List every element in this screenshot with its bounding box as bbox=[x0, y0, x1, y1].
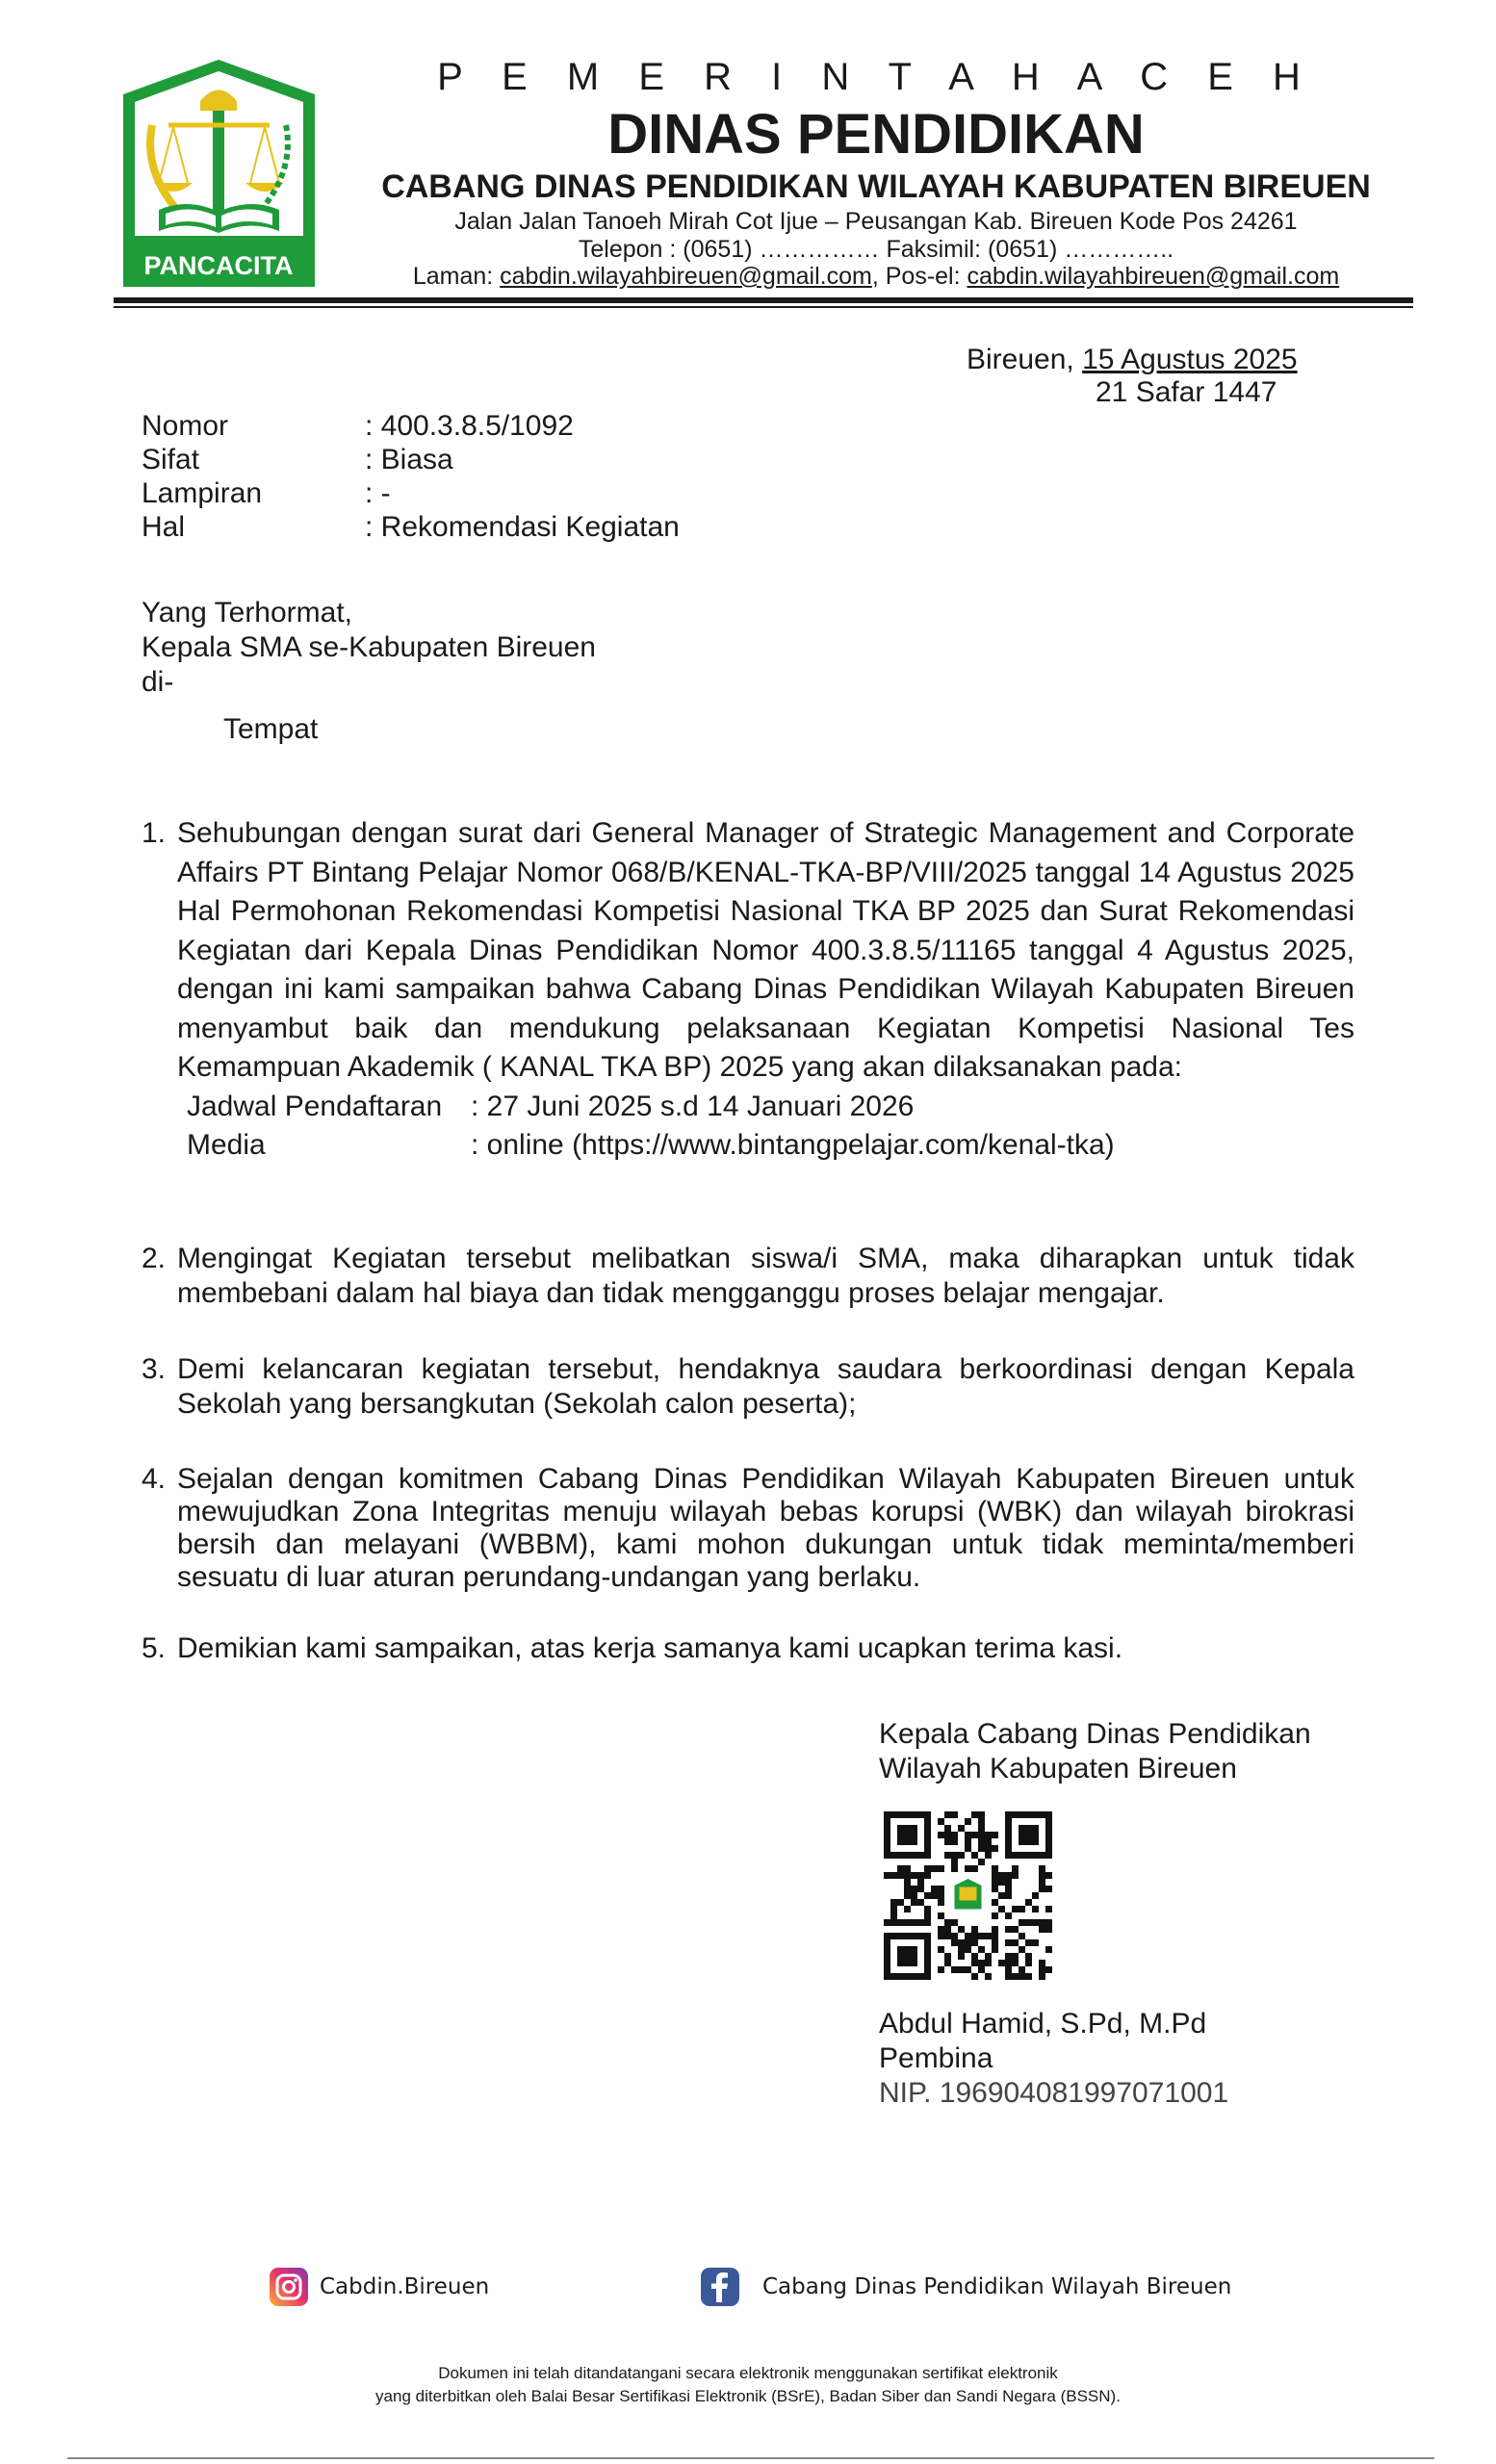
schedule-row-registration bbox=[187, 1088, 1354, 1126]
point-2 bbox=[142, 1242, 1354, 1311]
facebook-account[interactable] bbox=[701, 2268, 1231, 2306]
meta-key: Lampiran bbox=[142, 477, 263, 509]
contact-line bbox=[327, 263, 1425, 291]
mail-label: , Pos-el: bbox=[871, 263, 967, 290]
point-number: 1. bbox=[142, 817, 167, 849]
instagram-account[interactable] bbox=[270, 2268, 489, 2306]
meta-row-hal bbox=[142, 510, 680, 544]
point-1 bbox=[142, 814, 1354, 1165]
meta-row-nomor bbox=[142, 409, 680, 443]
point-number: 5. bbox=[142, 1632, 167, 1664]
meta-key: Sifat bbox=[142, 444, 200, 475]
signatory-block bbox=[879, 2007, 1228, 2111]
point-number: 4. bbox=[142, 1463, 167, 1495]
phone-fax: Telepon : (0651) …………… Faksimil: (0651) ………….. bbox=[578, 236, 1174, 263]
website-link[interactable]: cabdin.wilayahbireuen@gmail.com bbox=[500, 263, 872, 290]
meta-value: : 400.3.8.5/1092 bbox=[365, 410, 574, 442]
recipient-place: Tempat bbox=[223, 713, 319, 745]
instagram-icon bbox=[270, 2268, 308, 2306]
footer-divider bbox=[67, 2457, 1434, 2459]
signatory-name: Abdul Hamid, S.Pd, M.Pd bbox=[879, 2008, 1207, 2040]
recipient-name: Kepala SMA se-Kabupaten Bireuen bbox=[142, 631, 596, 663]
instagram-handle: Cabdin.Bireuen bbox=[320, 2274, 490, 2299]
recipient-block bbox=[142, 596, 596, 700]
logo-caption: PANCACITA bbox=[143, 251, 294, 280]
salutation: Yang Terhormat, bbox=[142, 597, 353, 629]
date-hijri: 21 Safar 1447 bbox=[1096, 376, 1277, 408]
point-4 bbox=[142, 1463, 1354, 1594]
email-link[interactable]: cabdin.wilayahbireuen@gmail.com bbox=[967, 263, 1340, 290]
header-divider-thick bbox=[114, 297, 1413, 303]
point-text: Demi kelancaran kegiatan tersebut, hendaknya saudara berkoordinasi dengan Kepala Sekolah yang bersangkutan (Sekolah calon peserta); bbox=[177, 1353, 1354, 1420]
letter-date bbox=[967, 343, 1298, 377]
meta-value: : Rekomendasi Kegiatan bbox=[365, 511, 680, 543]
signatory-nip: NIP. 196904081997071001 bbox=[879, 2077, 1229, 2109]
meta-row-sifat bbox=[142, 443, 680, 476]
signatory-rank: Pembina bbox=[879, 2042, 993, 2074]
aceh-government-logo bbox=[116, 58, 322, 289]
meta-value: : - bbox=[365, 477, 391, 509]
point-text: Demikian kami sampaikan, atas kerja samanya kami ucapkan terima kasi. bbox=[177, 1632, 1123, 1664]
e-signature-note-line2: yang diterbitkan oleh Balai Besar Sertifikasi Elektronik (BSrE), Badan Siber dan Sandi Negara (BSSN). bbox=[375, 2387, 1121, 2405]
signatory-title-line2: Wilayah Kabupaten Bireuen bbox=[879, 1753, 1237, 1784]
point-text: Mengingat Kegiatan tersebut melibatkan siswa/i SMA, maka diharapkan untuk tidak membebani dalam hal biaya dan tidak mengganggu proses belajar mengajar. bbox=[177, 1243, 1354, 1309]
date-gregorian: 15 Agustus 2025 bbox=[1082, 344, 1298, 375]
schedule-key: Jadwal Pendaftaran bbox=[187, 1090, 443, 1122]
header-divider-thin bbox=[114, 306, 1413, 308]
facebook-page-name: Cabang Dinas Pendidikan Wilayah Bireuen bbox=[762, 2274, 1232, 2299]
office-address: Jalan Jalan Tanoeh Mirah Cot Ijue – Peusangan Kab. Bireuen Kode Pos 24261 bbox=[454, 208, 1298, 235]
letter-meta bbox=[142, 409, 680, 544]
point-text: Sehubungan dengan surat dari General Manager of Strategic Management and Corporate Affairs PT Bintang Pelajar Nomor 068/B/KENAL-TKA-BP/VIII/2025 tanggal 14 Agustus 2025 Hal Permohonan Rekomendasi Kompetisi Nasional TKA BP 2025 dan Surat Rekomendasi Kegiatan dari Kepala Dinas Pendidikan Nomor 400.3.8.5/11165 tanggal 4 Agustus 2025, dengan ini kami sampaikan bahwa Cabang Dinas Pendidikan Wilayah Kabupaten Bireuen menyambut baik dan mendukung pelaksanaan Kegiatan Kompetisi Nasional Tes Kemampuan Akademik ( KANAL TKA BP) 2025 yang akan dilaksanakan pada: bbox=[177, 817, 1354, 1083]
point-number: 2. bbox=[142, 1243, 167, 1274]
date-place: Bireuen, bbox=[967, 344, 1083, 375]
schedule-value: : online (https://www.bintangpelajar.com/kenal-tka) bbox=[471, 1128, 1115, 1161]
schedule-value: : 27 Juni 2025 s.d 14 Januari 2026 bbox=[471, 1090, 915, 1122]
meta-value: : Biasa bbox=[365, 444, 453, 475]
e-signature-note-line1: Dokumen ini telah ditandatangani secara elektronik menggunakan sertifikat elektronik bbox=[438, 2364, 1058, 2382]
branch-name: CABANG DINAS PENDIDIKAN WILAYAH KABUPATEN BIREUEN bbox=[381, 168, 1371, 205]
point-number: 3. bbox=[142, 1353, 167, 1385]
schedule-table bbox=[187, 1088, 1354, 1165]
government-name: P E M E R I N T A H A C E H bbox=[437, 56, 1315, 98]
qr-code bbox=[884, 1811, 1052, 1980]
schedule-row-media bbox=[187, 1126, 1354, 1165]
point-5 bbox=[142, 1631, 1354, 1666]
signatory-title bbox=[879, 1717, 1311, 1786]
agency-name: DINAS PENDIDIKAN bbox=[607, 103, 1145, 166]
facebook-icon bbox=[701, 2268, 739, 2306]
meta-key: Hal bbox=[142, 511, 186, 543]
web-label: Laman: bbox=[412, 263, 501, 290]
schedule-key: Media bbox=[187, 1128, 266, 1161]
point-3 bbox=[142, 1352, 1354, 1422]
recipient-di: di- bbox=[142, 666, 174, 698]
meta-row-lampiran bbox=[142, 476, 680, 510]
point-text: Sejalan dengan komitmen Cabang Dinas Pendidikan Wilayah Kabupaten Bireuen untuk mewujudkan Zona Integritas menuju wilayah bebas korupsi (WBK) dan wilayah birokrasi bersih dan melayani (WBBM), kami mohon dukungan untuk tidak meminta/memberi sesuatu di luar aturan perundang-undangan yang berlaku. bbox=[177, 1463, 1354, 1593]
meta-key: Nomor bbox=[142, 410, 229, 442]
signatory-title-line1: Kepala Cabang Dinas Pendidikan bbox=[879, 1718, 1311, 1750]
